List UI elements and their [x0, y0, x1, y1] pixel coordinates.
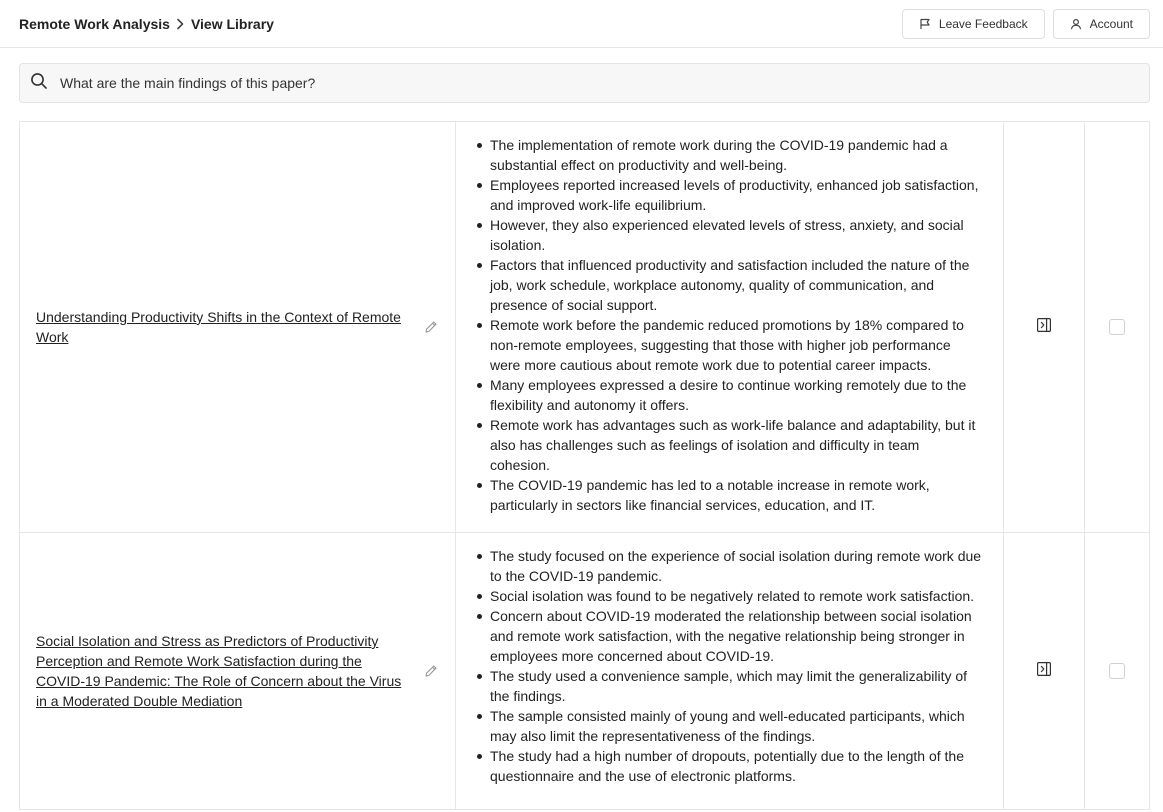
- open-panel-icon[interactable]: [1036, 661, 1052, 682]
- breadcrumb-project[interactable]: Remote Work Analysis: [19, 15, 170, 32]
- search-bar: [19, 63, 1150, 103]
- feedback-icon: [919, 18, 931, 30]
- open-panel-icon[interactable]: [1036, 317, 1052, 338]
- panel-cell: [1004, 122, 1085, 532]
- list-item: The study focused on the experience of social isolation during remote work due to the COVID-19 pandemic.: [474, 546, 983, 586]
- search-icon: [30, 72, 48, 95]
- results-table: [19, 121, 1150, 810]
- list-item: Many employees expressed a desire to continue working remotely due to the flexibility and autonomy it offers.: [474, 375, 983, 415]
- list-item: Concern about COVID-19 moderated the relationship between social isolation and remote work satisfaction, with the negative relationship being stronger in employees more concerned about COVID-19.: [474, 606, 983, 666]
- user-icon: [1070, 18, 1082, 30]
- list-item: The COVID-19 pandemic has led to a notable increase in remote work, particularly in sectors like financial services, education, and IT.: [474, 475, 983, 515]
- list-item: Remote work has advantages such as work-life balance and adaptability, but it also has challenges such as feelings of isolation and difficulty in team cohesion.: [474, 415, 983, 475]
- paper-title-cell: [20, 533, 456, 809]
- findings-cell: [456, 122, 1004, 532]
- list-item: Social isolation was found to be negatively related to remote work satisfaction.: [474, 586, 983, 606]
- paper-title-cell: [20, 122, 456, 532]
- list-item: Factors that influenced productivity and satisfaction included the nature of the job, work schedule, workplace autonomy, quality of communication, and presence of social support.: [474, 255, 983, 315]
- checkbox-cell: [1085, 533, 1150, 809]
- list-item: Employees reported increased levels of productivity, enhanced job satisfaction, and improved work-life equilibrium.: [474, 175, 983, 215]
- list-item: The study had a high number of dropouts, potentially due to the length of the questionnaire and the use of electronic platforms.: [474, 746, 983, 786]
- row-checkbox[interactable]: [1109, 319, 1125, 335]
- account-button[interactable]: [1053, 9, 1150, 39]
- findings-list: [474, 135, 983, 515]
- list-item: The sample consisted mainly of young and well-educated participants, which may also limit the representativeness of the findings.: [474, 706, 983, 746]
- breadcrumb-current: View Library: [190, 15, 274, 32]
- top-bar: [0, 0, 1163, 48]
- breadcrumb: [19, 16, 274, 32]
- table-row: [20, 533, 1150, 810]
- list-item: The study used a convenience sample, which may limit the generalizability of the findings.: [474, 666, 983, 706]
- findings-list: [474, 546, 983, 786]
- pencil-icon[interactable]: [423, 319, 439, 340]
- list-item: Remote work before the pandemic reduced promotions by 18% compared to non-remote employees, suggesting that those with higher job performance were more cautious about remote work due to potential career impacts.: [474, 315, 983, 375]
- panel-cell: [1004, 533, 1085, 809]
- list-item: The implementation of remote work during the COVID-19 pandemic had a substantial effect on productivity and well-being.: [474, 135, 983, 175]
- findings-cell: [456, 533, 1004, 809]
- pencil-icon[interactable]: [423, 663, 439, 684]
- search-input[interactable]: [60, 75, 1149, 91]
- checkbox-cell: [1085, 122, 1150, 532]
- account-label: Account: [1089, 16, 1133, 31]
- paper-title-link[interactable]: Understanding Productivity Shifts in the Context of Remote Work: [36, 309, 401, 345]
- leave-feedback-button[interactable]: [902, 9, 1045, 39]
- leave-feedback-label: Leave Feedback: [938, 16, 1028, 31]
- list-item: However, they also experienced elevated levels of stress, anxiety, and social isolation.: [474, 215, 983, 255]
- chevron-right-icon: [176, 18, 184, 30]
- paper-title-link[interactable]: Social Isolation and Stress as Predictors of Productivity Perception and Remote Work Satisfaction during the COVID-19 Pandemic: The Role of Concern about the Virus in a Moderated Double Mediation: [36, 633, 402, 709]
- table-row: [20, 122, 1150, 533]
- row-checkbox[interactable]: [1109, 663, 1125, 679]
